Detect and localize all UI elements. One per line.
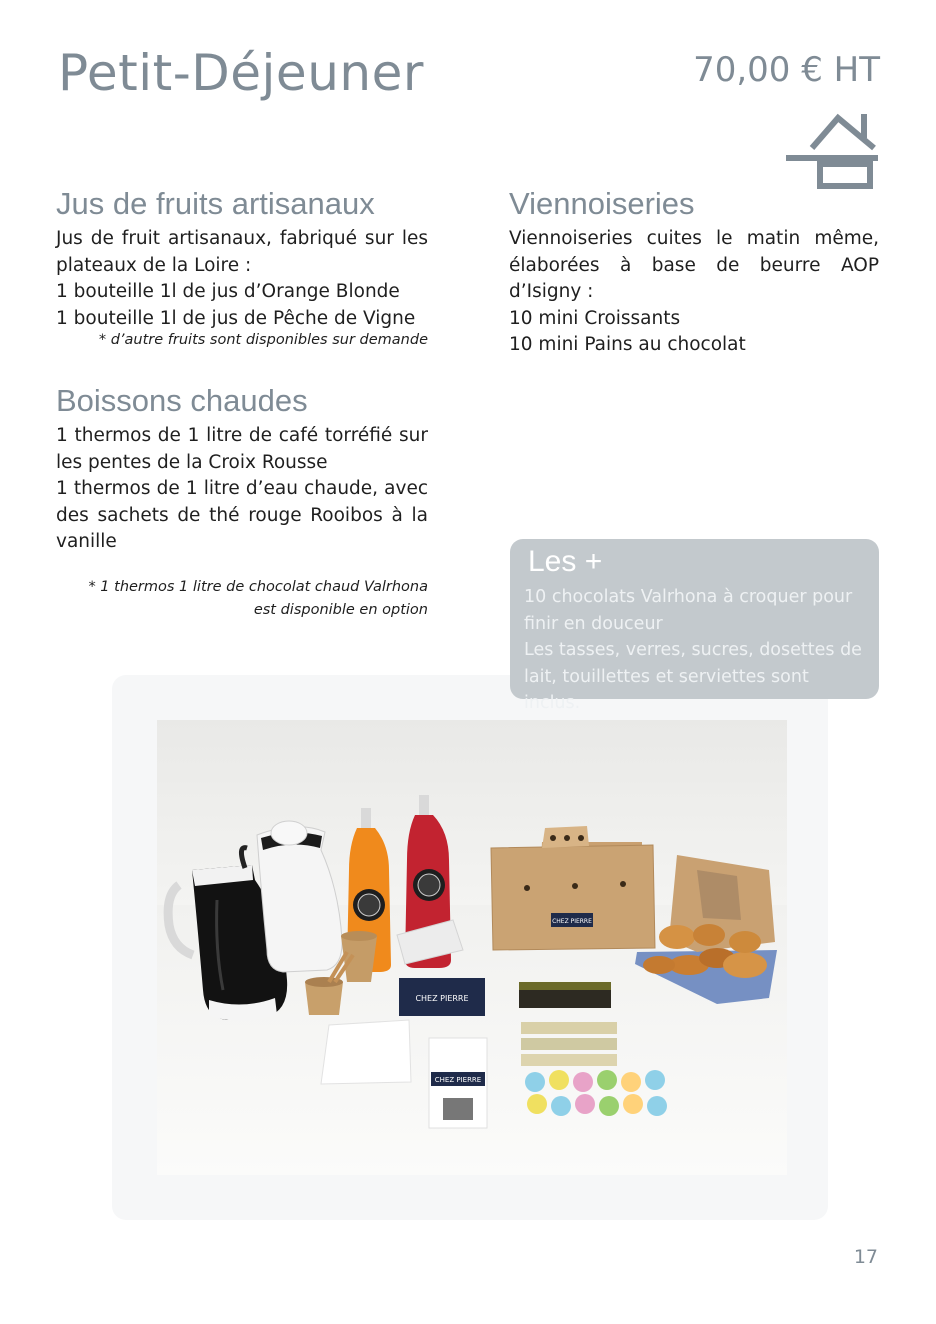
section-boissons xyxy=(56,383,428,622)
jus-text xyxy=(56,226,428,332)
house-icon xyxy=(782,110,882,190)
chez-pierre-card xyxy=(399,978,485,1016)
viennoiseries-text xyxy=(509,226,879,359)
jus-item-1: 1 bouteille 1l de jus d’Orange Blonde xyxy=(56,281,400,302)
extras-item-1: 10 chocolats Valrhona à croquer pour finir en douceur xyxy=(524,587,853,634)
page-number: 17 xyxy=(853,1246,878,1268)
heading-boissons: Boissons chaudes xyxy=(56,383,308,418)
boissons-item-2: 1 thermos de 1 litre d’eau chaude, avec des sachets de thé rouge Rooibos à la vanille xyxy=(56,478,428,552)
jus-note: * d’autre fruits sont disponibles sur demande xyxy=(98,332,428,348)
card-label: CHEZ PIERRE xyxy=(415,994,469,1003)
extras-item-2: Les tasses, verres, sucres, dosettes de lait, touillettes et serviettes sont inclus. xyxy=(524,640,862,713)
extras-text xyxy=(524,584,864,717)
boissons-item-1: 1 thermos de 1 litre de café torréfié sur les pentes de la Croix Rousse xyxy=(56,425,428,473)
section-viennoiseries xyxy=(509,186,879,359)
viennoiseries-item-2: 10 mini Pains au chocolat xyxy=(509,334,746,355)
tea-sachet xyxy=(429,1038,487,1128)
breakfast-illustration xyxy=(157,720,787,1175)
boissons-note: * 1 thermos 1 litre de chocolat chaud Valrhona est disponible en option xyxy=(88,578,428,618)
extras-box xyxy=(510,539,879,713)
viennoiseries-item-1: 10 mini Croissants xyxy=(509,307,681,329)
viennoiseries-intro: Viennoiseries cuites le matin même, élaborées à base de beurre AOP d’Isigny : xyxy=(509,228,879,302)
napkins xyxy=(321,1020,411,1084)
jus-intro: Jus de fruit artisanaux, fabriqué sur les plateaux de la Loire : xyxy=(56,228,428,276)
jus-item-2: 1 bouteille 1l de jus de Pêche de Vigne xyxy=(56,307,416,329)
box-label: CHEZ PIERRE xyxy=(552,918,592,925)
boissons-text xyxy=(56,423,428,556)
sugar-sachets xyxy=(521,1022,617,1066)
heading-viennoiseries: Viennoiseries xyxy=(509,186,695,221)
section-jus xyxy=(56,186,428,352)
breakfast-photo xyxy=(157,720,787,1175)
page-title: Petit-Déjeuner xyxy=(58,44,424,102)
extras-heading: Les + xyxy=(528,545,603,578)
heading-jus: Jus de fruits artisanaux xyxy=(56,186,375,221)
price: 70,00 € HT xyxy=(693,50,880,90)
chocolates xyxy=(519,982,611,1008)
tea-label: CHEZ PIERRE xyxy=(434,1076,482,1084)
